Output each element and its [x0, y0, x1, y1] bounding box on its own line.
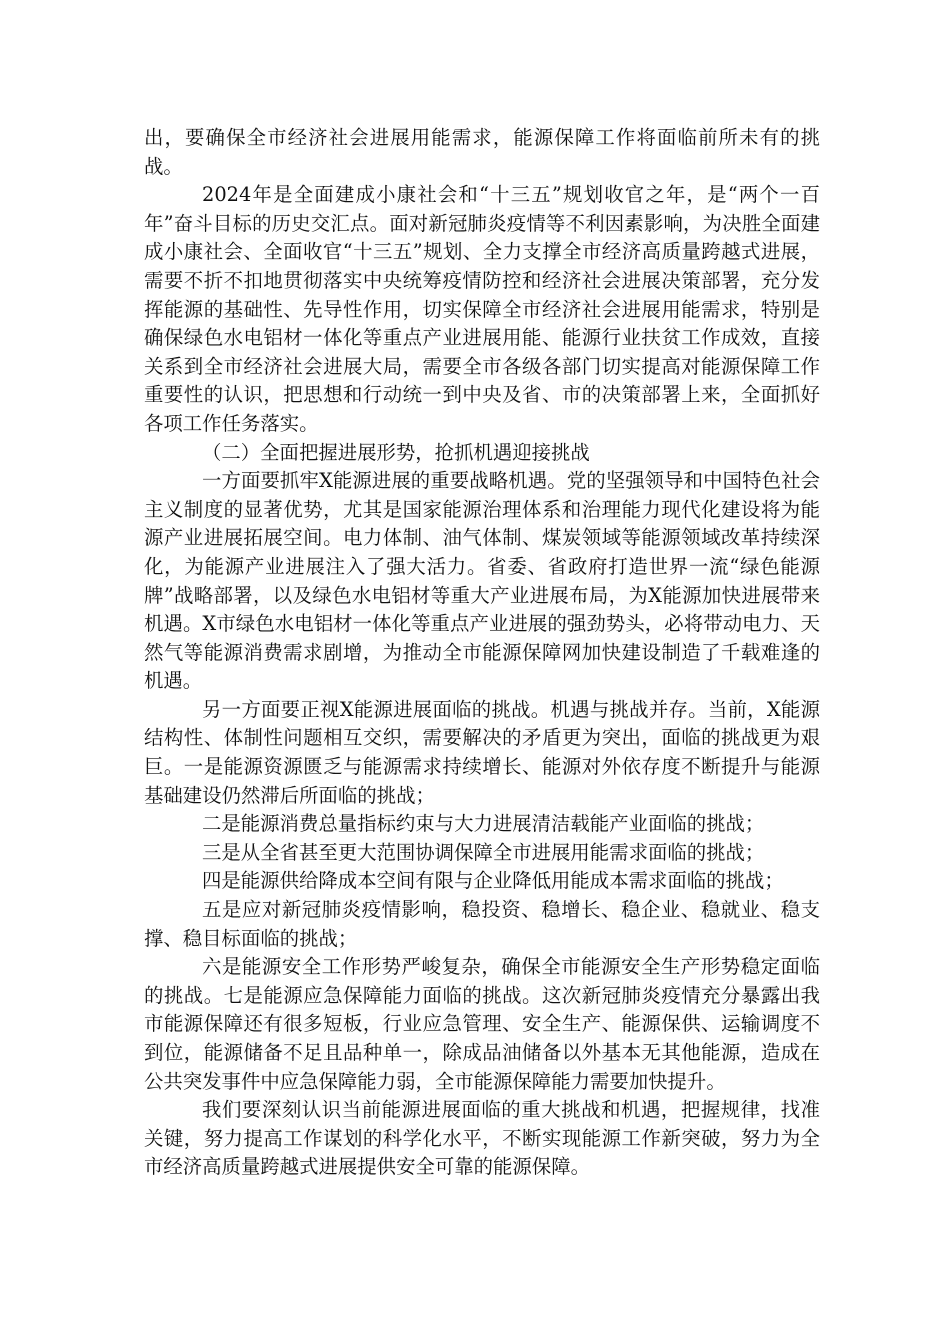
paragraph-challenge-6-7: 六是能源安全工作形势严峻复杂，确保全市能源安全生产形势稳定面临的挑战。七是能源应急保障能力面临的挑战。这次新冠肺炎疫情充分暴露出我市能源保障还有很多短板，行业应急管理、安全生产、能源保供、运输调度不到位，能源储备不足且品种单一，除成品油储备以外基本无其他能源，造成在公共突发事件中应急保障能力弱，全市能源保障能力需要加快提升。 — [144, 955, 820, 1093]
paragraph-challenge-2: 二是能源消费总量指标约束与大力进展清洁载能产业面临的挑战； — [202, 812, 765, 836]
section-heading: （二）全面把握进展形势，抢抓机遇迎接挑战 — [202, 440, 590, 464]
paragraph-challenge-3: 三是从全省甚至更大范围协调保障全市进展用能需求面临的挑战； — [202, 840, 765, 864]
paragraph-challenges: 另一方面要正视X能源进展面临的挑战。机遇与挑战并存。当前，X能源结构性、体制性问题相互交织，需要解决的矛盾更为突出，面临的挑战更为艰巨。一是能源资源匮乏与能源需求持续增长、能源对外依存度不断提升与能源基础建设仍然滞后所面临的挑战； — [144, 697, 820, 807]
paragraph-challenge-4: 四是能源供给降成本空间有限与企业降低用能成本需求面临的挑战； — [202, 869, 784, 893]
paragraph-opportunities: 一方面要抓牢X能源进展的重要战略机遇。党的坚强领导和中国特色社会主义制度的显著优势，尤其是国家能源治理体系和治理能力现代化建设将为能源产业进展拓展空间。电力体制、油气体制、煤炭领域等能源领域改革持续深化，为能源产业进展注入了强大活力。省委、省政府打造世界一流“绿色能源牌”战略部署，以及绿色水电铝材等重大产业进展布局，为X能源加快进展带来机遇。X市绿色水电铝材一体化等重点产业进展的强劲势头，必将带动电力、天然气等能源消费需求剧增，为推动全市能源保障网加快建设制造了千载难逢的机遇。 — [144, 469, 820, 693]
paragraph-conclusion: 我们要深刻认识当前能源进展面临的重大挑战和机遇，把握规律，找准关键，努力提高工作谋划的科学化水平，不断实现能源工作新突破，努力为全市经济高质量跨越式进展提供安全可靠的能源保障。 — [144, 1098, 820, 1179]
paragraph-2024-context: 2024年是全面建成小康社会和“十三五”规划收官之年，是“两个一百年”奋斗目标的历史交汇点。面对新冠肺炎疫情等不利因素影响，为决胜全面建成小康社会、全面收官“十三五”规划、全力支撑全市经济高质量跨越式进展，需要不折不扣地贯彻落实中央统筹疫情防控和经济社会进展决策部署，充分发挥能源的基础性、先导性作用，切实保障全市经济社会进展用能需求，特别是确保绿色水电铝材一体化等重点产业进展用能、能源行业扶贫工作成效，直接关系到全市经济社会进展大局，需要全市各级各部门切实提高对能源保障工作重要性的认识，把思想和行动统一到中央及省、市的决策部署上来，全面抓好各项工作任务落实。 — [144, 183, 820, 435]
paragraph-continuation: 出，要确保全市经济社会进展用能需求，能源保障工作将面临前所未有的挑战。 — [144, 126, 820, 178]
document-body — [144, 124, 820, 1182]
paragraph-challenge-5: 五是应对新冠肺炎疫情影响，稳投资、稳增长、稳企业、稳就业、稳支撑、稳目标面临的挑战； — [144, 898, 820, 950]
